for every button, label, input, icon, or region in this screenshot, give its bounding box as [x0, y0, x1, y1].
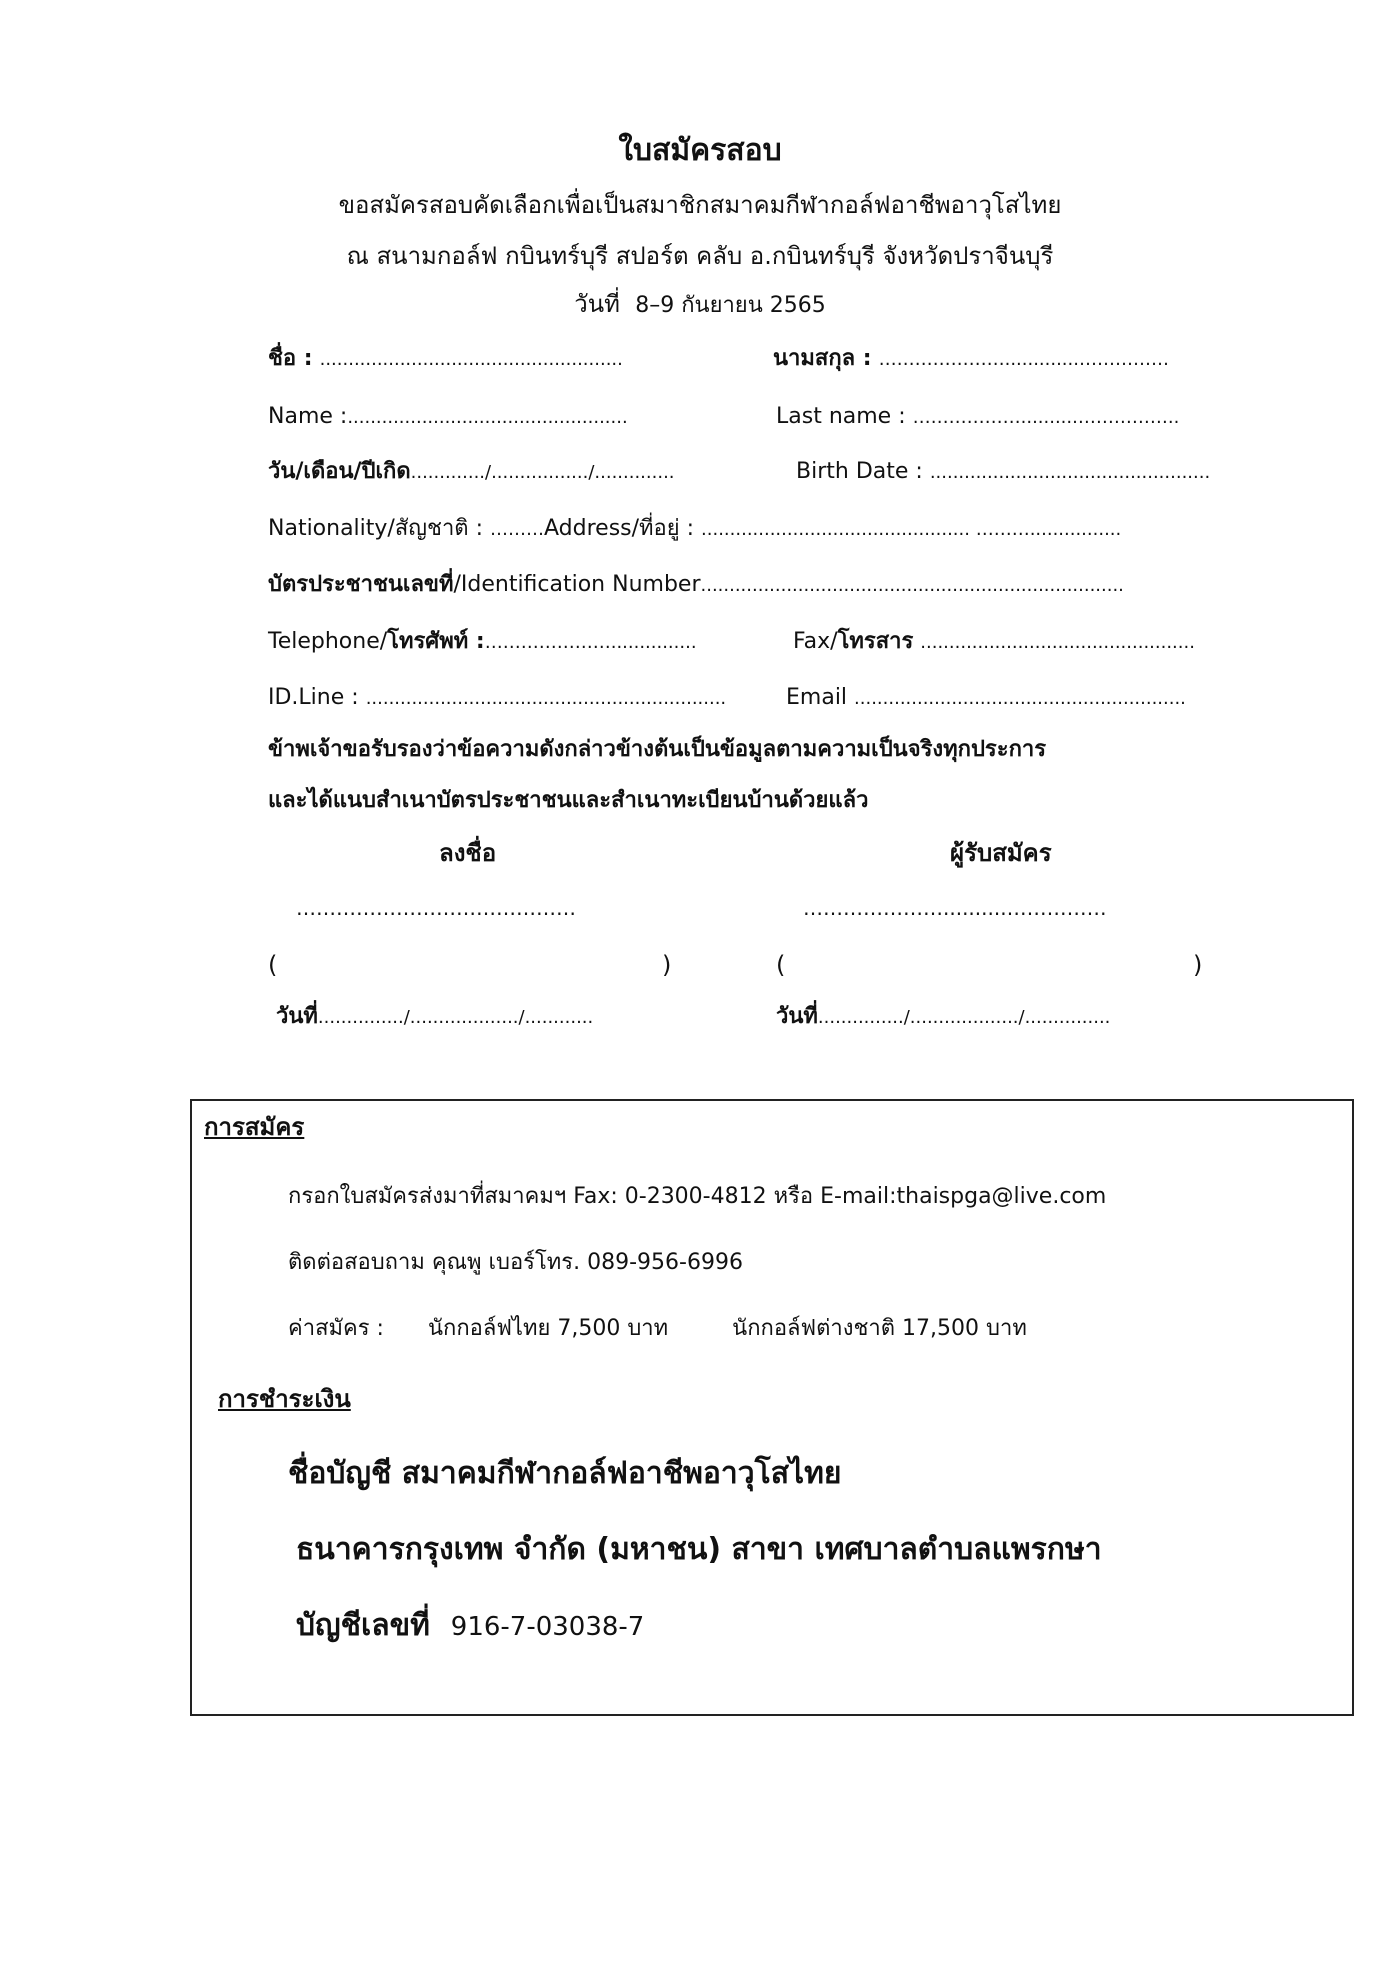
- certify-line-2: และได้แนบสำเนาบัตรประชาชนและสำเนาทะเบียนบ้านด้วยแล้ว: [268, 788, 869, 813]
- email-field[interactable]: [786, 687, 1186, 709]
- surname-th-label: นามสกุล :: [773, 346, 872, 371]
- tel-label-th: โทรศัพท์ :: [387, 629, 485, 654]
- payment-heading: การชำระเงิน: [218, 1385, 351, 1413]
- fax-label-en: Fax/: [793, 629, 838, 654]
- surname-th-field[interactable]: [773, 348, 1169, 370]
- birth-th-label: วัน/เดือน/ปีเกิด: [268, 459, 411, 484]
- receiver-date-field[interactable]: [776, 1006, 1110, 1028]
- payment-bank: ธนาคารกรุงเทพ จำกัด (มหาชน) สาขา เทศบาลตำบลแพรกษา: [296, 1532, 1102, 1567]
- payment-account-number: [296, 1608, 645, 1643]
- address-dots: ............................................... ………................: [701, 519, 1122, 540]
- fax-dots: ................................................: [920, 632, 1195, 653]
- signer-date-label: วันที่: [276, 1004, 318, 1029]
- signer-paren-close: ): [662, 951, 672, 979]
- certify-line-1: ข้าพเจ้าขอรับรองว่าข้อความดังกล่าวข้างต้นเป็นข้อมูลตามความเป็นจริงทุกประการ: [268, 737, 1047, 762]
- line-id-field[interactable]: [268, 687, 726, 709]
- name-en-label: Name :: [268, 404, 348, 429]
- signer-date-field[interactable]: [276, 1006, 593, 1028]
- fax-field[interactable]: [793, 631, 1195, 653]
- id-dots: ..........................................................................: [700, 575, 1124, 596]
- name-en-dots: .................................................: [347, 407, 628, 428]
- fee-thai: นักกอล์ฟไทย 7,500 บาท: [427, 1316, 669, 1341]
- birth-th-dots: ............./................./..............: [410, 462, 675, 483]
- address-label: Address/ที่อยู่ :: [544, 516, 695, 541]
- fee-label: ค่าสมัคร :: [288, 1316, 384, 1341]
- account-no-value: 916-7-03038-7: [450, 1612, 645, 1642]
- birth-th-field[interactable]: [268, 461, 675, 483]
- form-subtitle: ขอสมัครสอบคัดเลือกเพื่อเป็นสมาชิกสมาคมกีฬากอล์ฟอาชีพอาวุโสไทย: [338, 191, 1062, 219]
- venue-line: ณ สนามกอล์ฟ กบินทร์บุรี สปอร์ต คลับ อ.กบินทร์บุรี จังหวัดปราจีนบุรี: [346, 242, 1054, 270]
- name-th-field[interactable]: [268, 348, 623, 370]
- signer-signature-line[interactable]: ……………………………………: [296, 896, 576, 920]
- nationality-label: Nationality/สัญชาติ :: [268, 516, 483, 541]
- application-fee-line: [288, 1318, 1027, 1340]
- signer-paren-open: (: [268, 951, 278, 979]
- receiver-date-label: วันที่: [776, 1004, 818, 1029]
- signer-label: ลงชื่อ: [439, 839, 497, 867]
- surname-th-dots: ………………….............……………: [878, 349, 1169, 370]
- name-th-label: ชื่อ :: [268, 346, 313, 371]
- lastname-en-field[interactable]: [776, 406, 1179, 428]
- form-title: ใบสมัครสอบ: [618, 133, 782, 168]
- telephone-field[interactable]: [268, 631, 697, 653]
- id-label-en: /Identification Number: [453, 572, 701, 597]
- application-heading: การสมัคร: [204, 1113, 305, 1141]
- lastname-en-label: Last name :: [776, 404, 906, 429]
- receiver-date-dots: .............../.................../...............: [817, 1007, 1111, 1028]
- account-no-label: บัญชีเลขที่: [296, 1608, 430, 1643]
- exam-date-value: 8–9 กันยายน 2565: [635, 293, 826, 318]
- nationality-dots: ………: [490, 519, 544, 540]
- fee-foreign: นักกอล์ฟต่างชาติ 17,500 บาท: [732, 1316, 1027, 1341]
- tel-dots: …………………...............: [484, 632, 697, 653]
- email-dots: ..........................................................: [854, 688, 1186, 709]
- application-info-box: [190, 1099, 1354, 1716]
- application-contact-line: ติดต่อสอบถาม คุณพู เบอร์โทร. 089-956-6996: [288, 1250, 743, 1275]
- name-en-field[interactable]: [268, 406, 628, 428]
- application-submit-line: กรอกใบสมัครส่งมาที่สมาคมฯ Fax: 0-2300-4812 หรือ E-mail:thaispga@live.com: [288, 1184, 1107, 1209]
- name-th-dots: .....................................................: [319, 349, 623, 370]
- receiver-paren-open: (: [776, 951, 786, 979]
- tel-label-en: Telephone/: [268, 629, 388, 654]
- birth-en-label: Birth Date :: [796, 459, 923, 484]
- receiver-label: ผู้รับสมัคร: [950, 839, 1052, 867]
- receiver-signature-line[interactable]: …………………..........……………: [803, 896, 1107, 920]
- signer-date-dots: .............../.................../............: [317, 1007, 594, 1028]
- line-dots: ...............................................................: [365, 688, 727, 709]
- lastname-en-dots: ………………..........……………..: [912, 407, 1180, 428]
- fax-label-th: โทรสาร: [837, 629, 914, 654]
- exam-date-label: วันที่: [574, 290, 620, 318]
- receiver-paren-close: ): [1193, 951, 1203, 979]
- id-label-th: บัตรประชาชนเลขที่: [268, 572, 454, 597]
- nationality-address-field[interactable]: [268, 518, 1121, 540]
- line-label: ID.Line :: [268, 685, 359, 710]
- id-number-field[interactable]: [268, 574, 1124, 596]
- payment-account-name: ชื่อบัญชี สมาคมกีฬากอล์ฟอาชีพอาวุโสไทย: [288, 1456, 842, 1491]
- birth-en-field[interactable]: [796, 461, 1210, 483]
- birth-en-dots: .................................................: [929, 462, 1211, 483]
- exam-date: [0, 292, 1400, 317]
- email-label: Email: [786, 685, 848, 710]
